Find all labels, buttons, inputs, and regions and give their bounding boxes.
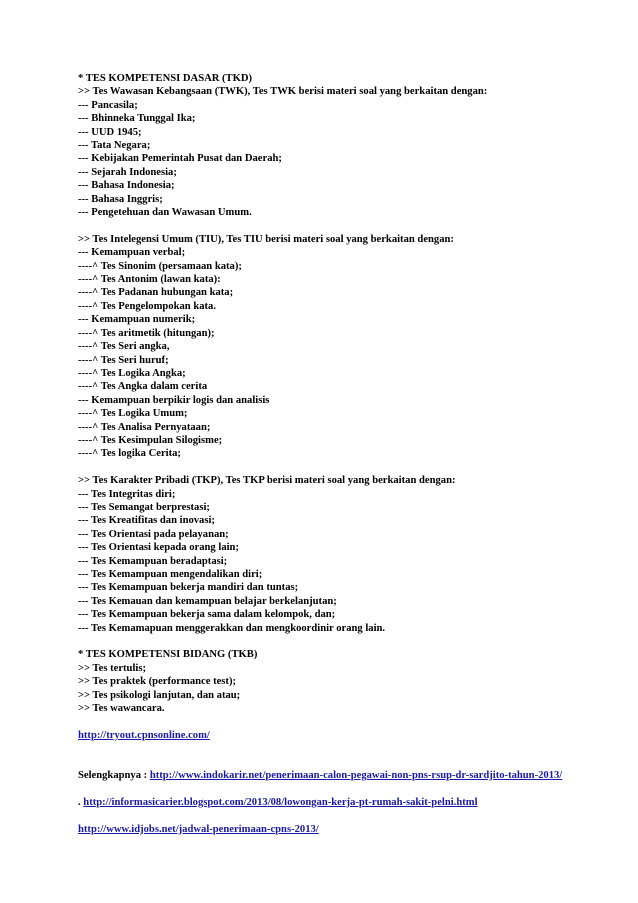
informasicarier-line [78,796,578,809]
tkb-list [78,662,578,716]
twk-list-item: --- Kebijakan Pemerintah Pusat dan Daerah; [78,153,282,165]
tkb-list-item: >> Tes wawancara. [78,703,165,715]
tkp-list-item: --- Tes Orientasi pada pelayanan; [78,528,229,540]
tiu-list-item: --- Kemampuan numerik; [78,314,196,326]
tkp-list-item: --- Tes Kemampuan beradaptasi; [78,555,228,567]
document-page [78,72,578,836]
tkb-list-item: >> Tes praktek (performance test); [78,676,237,688]
tkp-list [78,488,578,635]
tkd-heading: * TES KOMPETENSI DASAR (TKD) [78,73,253,84]
tkb-heading: * TES KOMPETENSI BIDANG (TKB) [78,649,258,661]
tkp-list-item: --- Tes Kemampuan mengendalikan diri; [78,569,263,580]
tiu-list-item: ----^ Tes Seri huruf; [78,354,169,366]
tiu-list-item: ----^ Tes Kesimpulan Silogisme; [78,434,223,446]
tryout-link[interactable]: http://tryout.cpnsonline.com/ [78,729,210,741]
dot-prefix: . [78,796,84,808]
tkp-list-item: --- Tes Orientasi kepada orang lain; [78,542,239,554]
twk-list [78,99,578,220]
twk-list-item: --- Pancasila; [78,99,138,111]
tiu-list-item: --- Kemampuan verbal; [78,247,186,259]
twk-intro: >> Tes Wawasan Kebangsaan (TWK), Tes TWK berisi materi soal yang berkaitan dengan: [78,86,488,98]
idjobs-link[interactable]: http://www.idjobs.net/jadwal-penerimaan-cpns-2013/ [78,823,319,835]
twk-list-item: --- Tata Negara; [78,140,151,152]
twk-list-item: --- Bhinneka Tunggal Ika; [78,113,196,125]
tiu-list-item: ----^ Tes logika Cerita; [78,448,181,460]
tiu-list-item: ----^ Tes Logika Umum; [78,408,188,420]
twk-list-item: --- Bahasa Inggris; [78,193,163,205]
tkb-list-item: >> Tes psikologi lanjutan, dan atau; [78,689,241,701]
twk-list-item: --- Bahasa Indonesia; [78,180,175,192]
tkp-list-item: --- Tes Kemamapuan menggerakkan dan mengkoordinir orang lain. [78,622,386,634]
indokarir-link[interactable]: http://www.indokarir.net/penerimaan-calon-pegawai-non-pns-rsup-dr-sardjito-tahun-2013/ [149,770,563,782]
tiu-list-item: --- Kemampuan berpikir logis dan analisis [78,394,270,406]
tkp-list-item: --- Tes Kemampuan bekerja mandiri dan tuntas; [78,582,299,594]
selengkapnya-label: Selengkapnya : [78,770,150,782]
twk-list-item: --- Sejarah Indonesia; [78,166,177,178]
tkp-list-item: --- Tes Kreatifitas dan inovasi; [78,515,215,527]
tiu-list-item: ----^ Tes Sinonim (persamaan kata); [78,260,242,272]
tkp-intro: >> Tes Karakter Pribadi (TKP), Tes TKP berisi materi soal yang berkaitan dengan: [78,475,456,487]
twk-list-item: --- Pengetehuan dan Wawasan Umum. [78,207,252,219]
tiu-list-item: ----^ Tes Antonim (lawan kata): [78,274,221,286]
tkp-list-item: --- Tes Integritas diri; [78,488,176,500]
tiu-list-item: ----^ Tes Angka dalam cerita [78,381,208,393]
tkp-list-item: --- Tes Kemampuan bekerja sama dalam kelompok, dan; [78,609,336,621]
tiu-list-item: ----^ Tes aritmetik (hitungan); [78,327,215,339]
tiu-list-item: ----^ Tes Padanan hubungan kata; [78,287,234,299]
tkp-list-item: --- Tes Kemauan dan kemampuan belajar berkelanjutan; [78,595,337,607]
tkb-list-item: >> Tes tertulis; [78,662,146,674]
tiu-list-item: ----^ Tes Pengelompokan kata. [78,300,216,312]
tiu-intro: >> Tes Intelegensi Umum (TIU), Tes TIU berisi materi soal yang berkaitan dengan: [78,233,454,245]
tiu-list-item: ----^ Tes Analisa Pernyataan; [78,421,211,433]
twk-list-item: --- UUD 1945; [78,126,142,138]
tiu-list-item: ----^ Tes Logika Angka; [78,367,186,379]
tiu-list-item: ----^ Tes Seri angka, [78,341,170,353]
tkp-list-item: --- Tes Semangat berprestasi; [78,501,210,513]
selengkapnya-line [78,769,578,782]
informasicarier-link[interactable]: http://informasicarier.blogspot.com/2013/08/lowongan-kerja-pt-rumah-sakit-pelni.html [83,796,478,808]
tiu-list [78,246,578,461]
